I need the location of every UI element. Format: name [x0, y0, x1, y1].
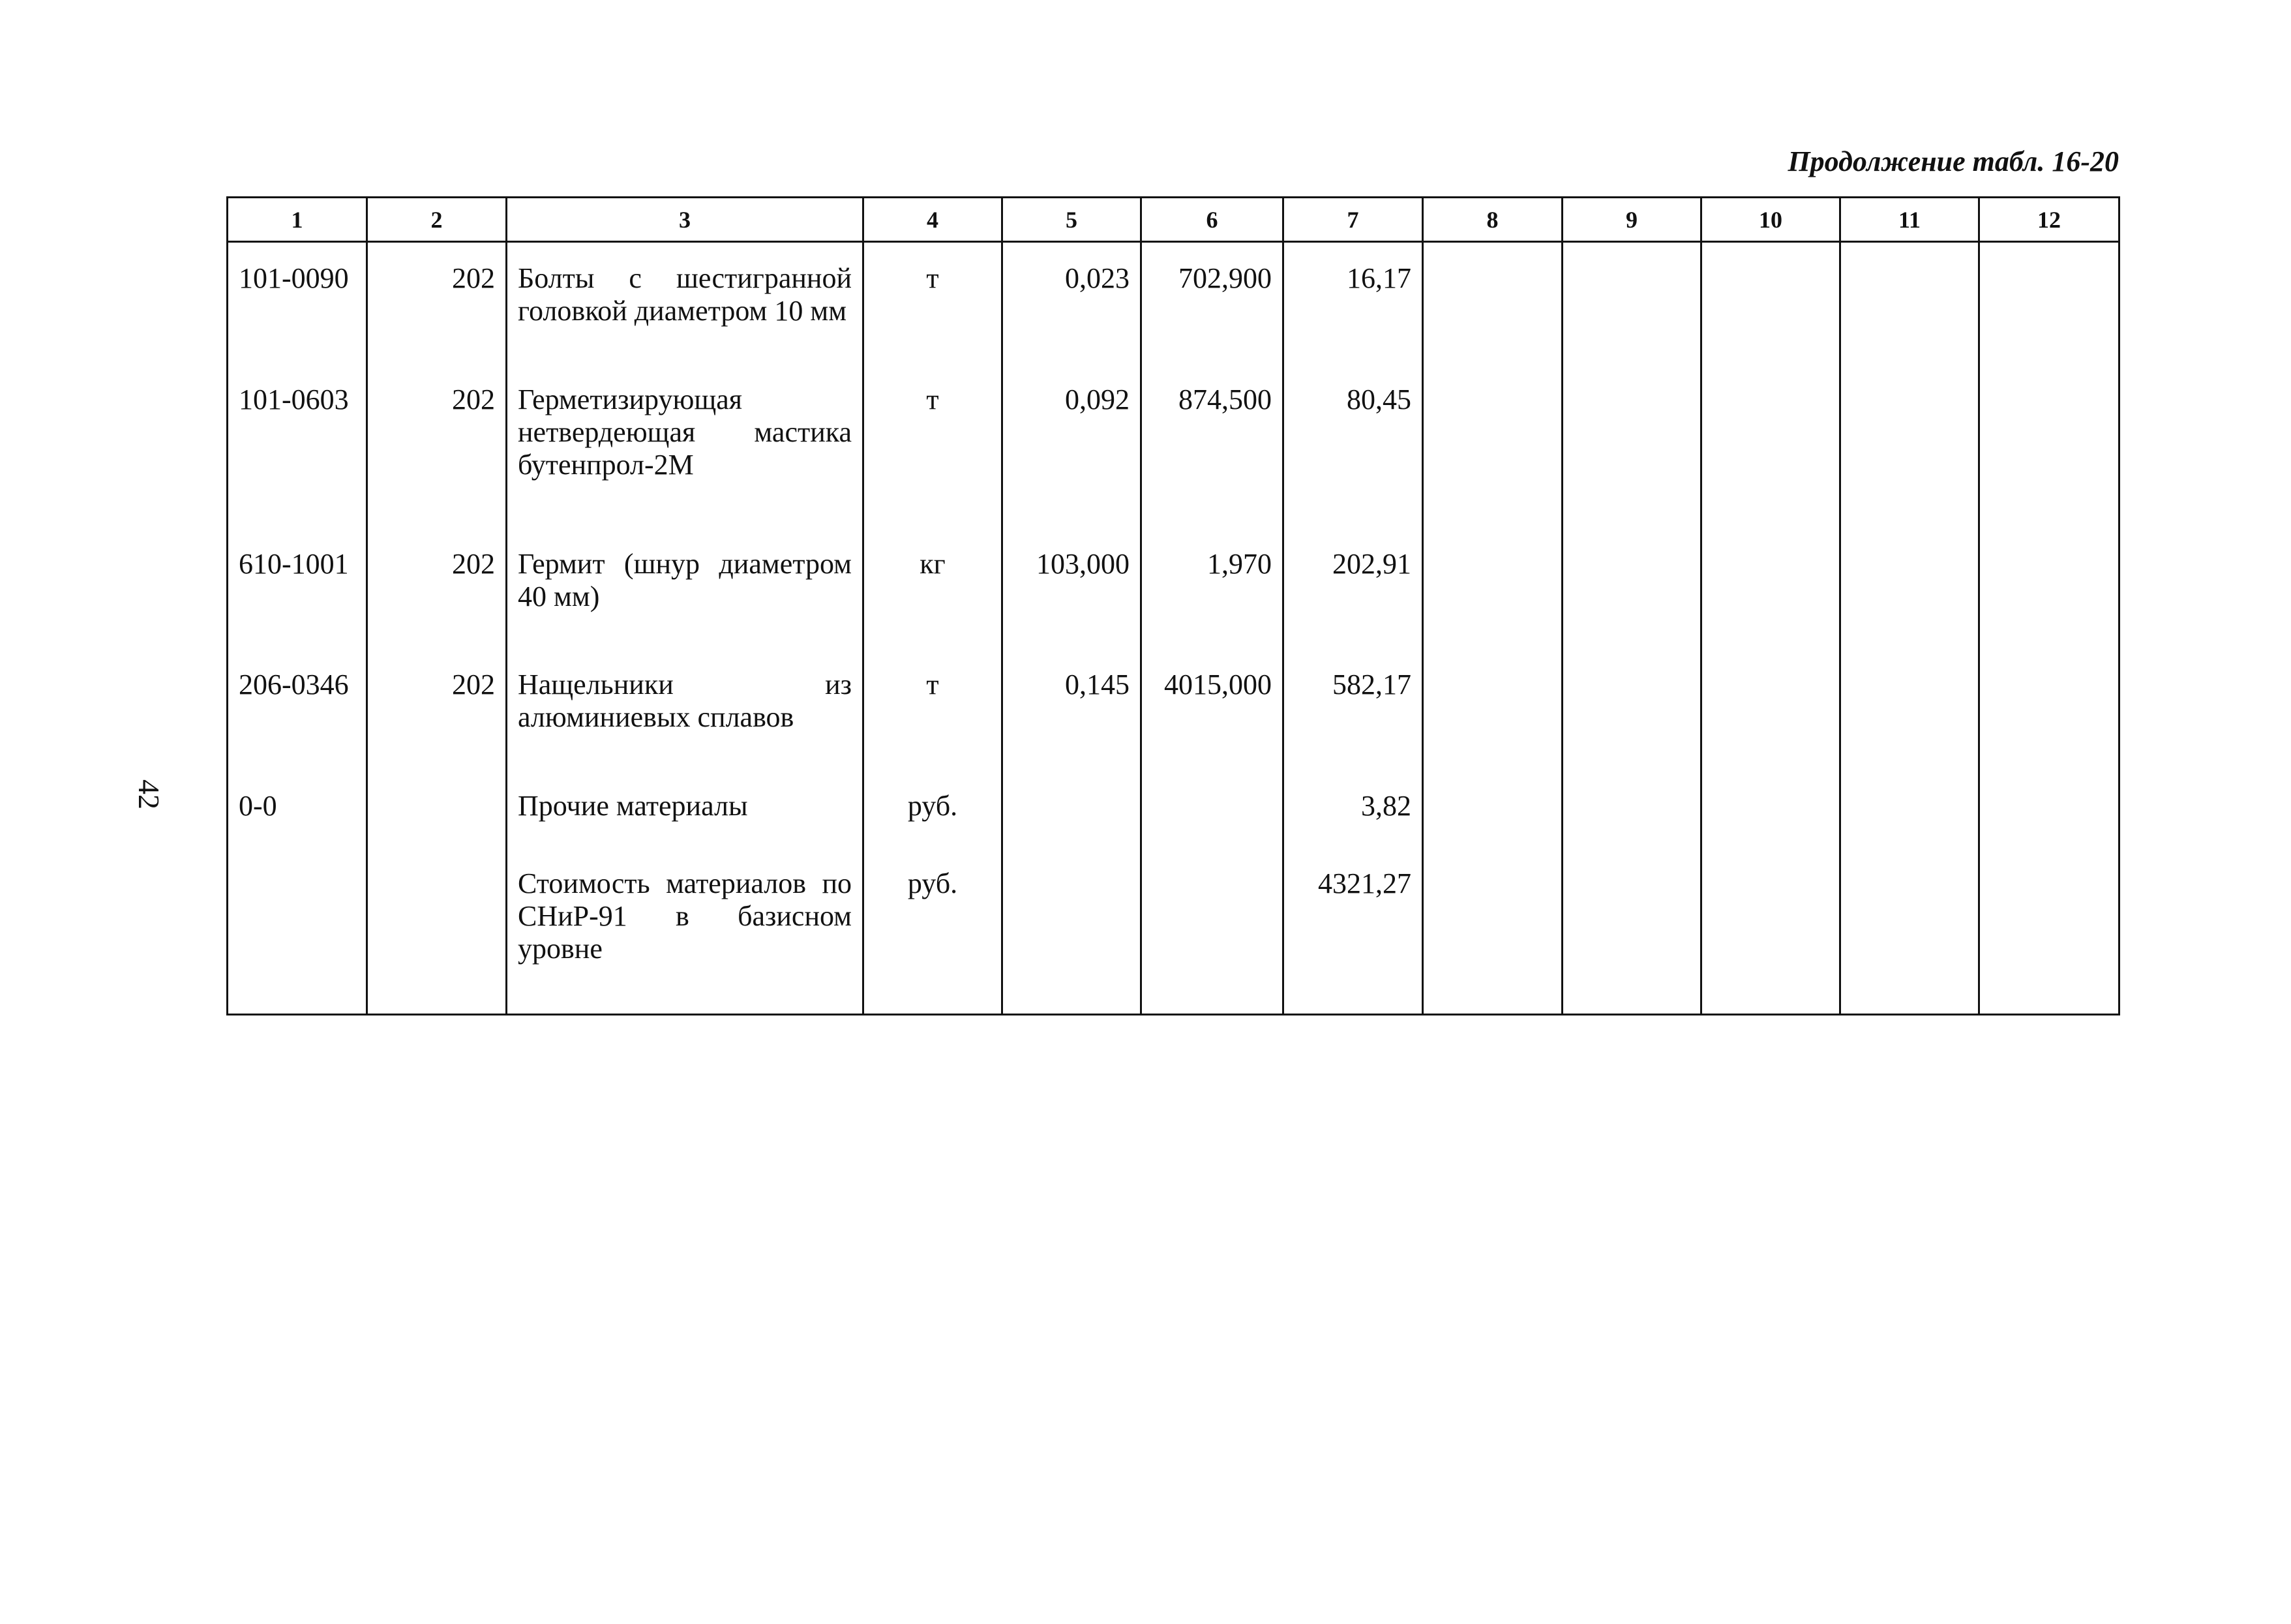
cell-quantity: [1002, 772, 1141, 849]
cell-cost: 16,17: [1283, 242, 1423, 366]
cell-code: 0-0: [228, 772, 367, 849]
cell-unit: т: [863, 242, 1002, 366]
table-filler-row: [228, 1013, 2119, 1014]
table-row: [228, 849, 2119, 1014]
cell-code: 206-0346: [228, 650, 367, 771]
cell-empty: [1701, 242, 1840, 366]
cell-empty: [1563, 650, 1701, 771]
cell-empty: [1701, 530, 1840, 650]
materials-table: [226, 196, 2120, 1015]
cell-empty: [1701, 772, 1840, 849]
column-header: 8: [1423, 198, 1563, 242]
cell-cost: 4321,27: [1283, 849, 1423, 1014]
table-row: [228, 530, 2119, 650]
cell-empty: [1840, 849, 1979, 1014]
column-header: 5: [1002, 198, 1141, 242]
cell-empty: [1701, 650, 1840, 771]
cell-group: [367, 772, 507, 849]
column-header: 11: [1840, 198, 1979, 242]
cell-price: [1141, 772, 1283, 849]
cell-cost: 80,45: [1283, 365, 1423, 530]
column-header: 7: [1283, 198, 1423, 242]
cell-code: 101-0603: [228, 365, 367, 530]
cell-name: Гермит (шнур диаметром 40 мм): [507, 530, 863, 650]
cell-quantity: 0,023: [1002, 242, 1141, 366]
column-header: 6: [1141, 198, 1283, 242]
table-caption: Продолжение табл. 16-20: [1788, 145, 2119, 177]
cell-empty: [1979, 530, 2119, 650]
cell-name: Болты с шестигранной головкой диаметром 10 мм: [507, 242, 863, 366]
column-header: 4: [863, 198, 1002, 242]
cell-name: Нащельники из алюминиевых сплавов: [507, 650, 863, 771]
cell-empty: [1979, 242, 2119, 366]
cell-quantity: 0,145: [1002, 650, 1141, 771]
cell-name: Герметизирующая нетвердеющая мастика бутенпрол-2М: [507, 365, 863, 530]
cell-empty: [1840, 365, 1979, 530]
cell-empty: [1563, 530, 1701, 650]
column-header: 2: [367, 198, 507, 242]
cell-empty: [1979, 650, 2119, 771]
table-row: [228, 650, 2119, 771]
column-header: 1: [228, 198, 367, 242]
cell-group: 202: [367, 242, 507, 366]
cell-unit: кг: [863, 530, 1002, 650]
page-number: 42: [132, 779, 166, 809]
cell-code: 101-0090: [228, 242, 367, 366]
cell-empty: [1979, 849, 2119, 1014]
cell-empty: [1423, 365, 1563, 530]
column-header: 3: [507, 198, 863, 242]
cell-cost: 202,91: [1283, 530, 1423, 650]
cell-unit: руб.: [863, 772, 1002, 849]
cell-empty: [1423, 242, 1563, 366]
cell-price: [1141, 849, 1283, 1014]
column-header: 9: [1563, 198, 1701, 242]
cell-group: 202: [367, 530, 507, 650]
cell-empty: [1979, 772, 2119, 849]
cell-quantity: 0,092: [1002, 365, 1141, 530]
cell-name: Прочие материалы: [507, 772, 863, 849]
cell-cost: 582,17: [1283, 650, 1423, 771]
cell-group: 202: [367, 650, 507, 771]
cell-quantity: 103,000: [1002, 530, 1141, 650]
cell-price: 874,500: [1141, 365, 1283, 530]
table-row: [228, 242, 2119, 366]
cell-cost: 3,82: [1283, 772, 1423, 849]
cell-quantity: [1002, 849, 1141, 1014]
cell-empty: [1840, 650, 1979, 771]
table-row: [228, 772, 2119, 849]
cell-price: 702,900: [1141, 242, 1283, 366]
cell-empty: [1840, 242, 1979, 366]
cell-name: Стоимость материалов по СНиР-91 в базисном уровне: [507, 849, 863, 1014]
cell-empty: [1840, 772, 1979, 849]
cell-unit: руб.: [863, 849, 1002, 1014]
cell-empty: [1979, 365, 2119, 530]
cell-empty: [1563, 365, 1701, 530]
header-row: [228, 198, 2119, 242]
cell-empty: [1840, 530, 1979, 650]
cell-empty: [1701, 849, 1840, 1014]
cell-empty: [1423, 530, 1563, 650]
cell-group: [367, 849, 507, 1014]
cell-empty: [1563, 242, 1701, 366]
cell-empty: [1701, 365, 1840, 530]
table-row: [228, 365, 2119, 530]
cell-group: 202: [367, 365, 507, 530]
cell-empty: [1423, 772, 1563, 849]
cell-price: 4015,000: [1141, 650, 1283, 771]
column-header: 10: [1701, 198, 1840, 242]
cell-empty: [1563, 849, 1701, 1014]
cell-price: 1,970: [1141, 530, 1283, 650]
cell-unit: т: [863, 650, 1002, 771]
cell-empty: [1423, 650, 1563, 771]
cell-unit: т: [863, 365, 1002, 530]
column-header: 12: [1979, 198, 2119, 242]
cell-code: [228, 849, 367, 1014]
cell-empty: [1423, 849, 1563, 1014]
cell-empty: [1563, 772, 1701, 849]
cell-code: 610-1001: [228, 530, 367, 650]
